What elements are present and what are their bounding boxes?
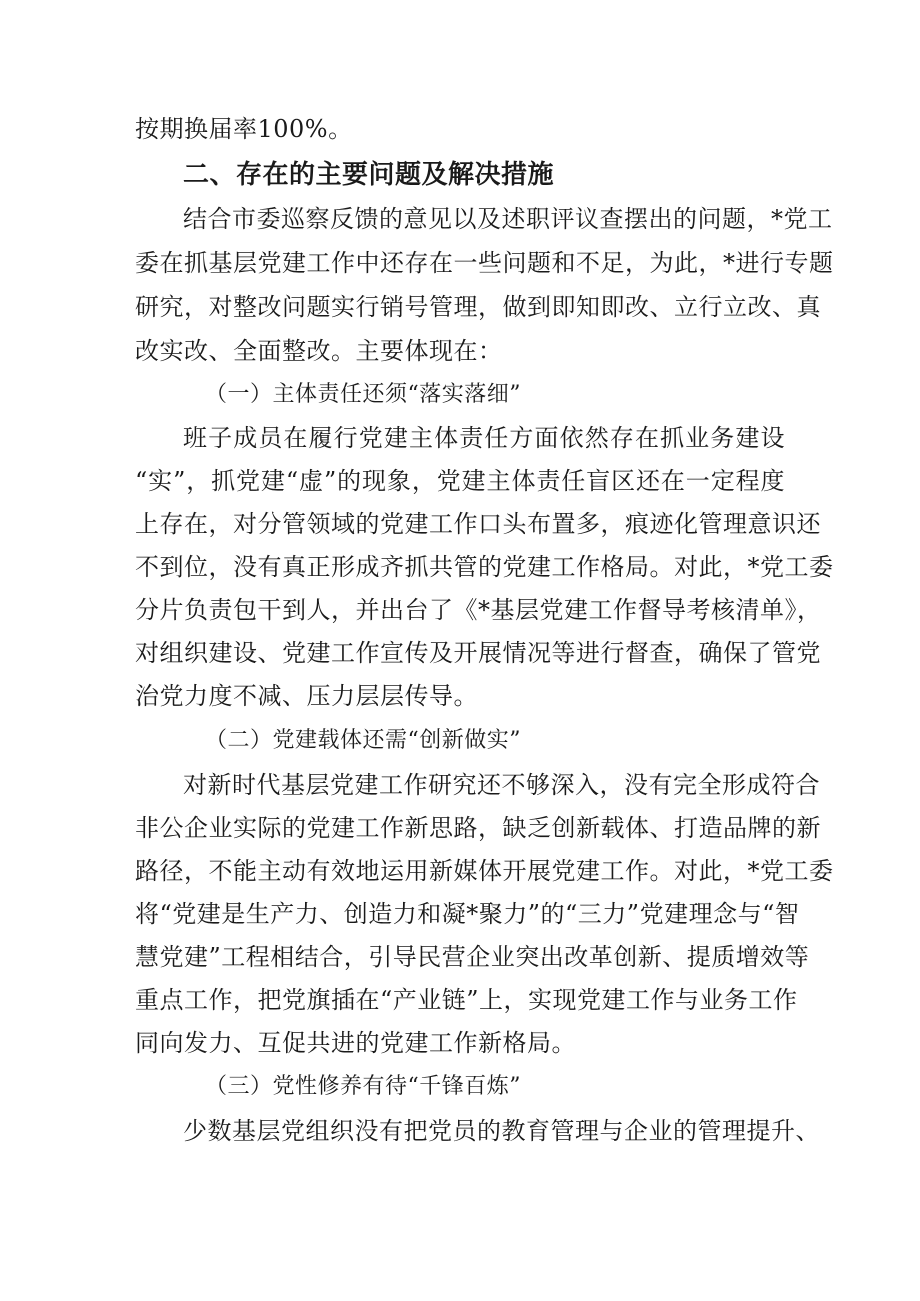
paragraph-line: 上存在，对分管领域的党建工作口头布置多，痕迹化管理意识还 [135, 510, 821, 538]
subsection-heading: （一）主体责任还须“落实落细” [205, 382, 521, 407]
paragraph-line: 同向发力、互促共进的党建工作新格局。 [135, 1029, 576, 1057]
section-heading: 二、存在的主要问题及解决措施 [183, 160, 555, 190]
paragraph-line: 委在抓基层党建工作中还存在一些问题和不足，为此，*进行专题 [135, 249, 834, 277]
paragraph-line: 重点工作，把党旗插在“产业链”上，实现党建工作与业务工作 [135, 986, 798, 1014]
paragraph-line: 改实改、全面整改。主要体现在： [135, 337, 503, 365]
paragraph-line: 结合市委巡察反馈的意见以及述职评议查摆出的问题，*党工 [183, 205, 833, 233]
paragraph-line: 分片负责包干到人，并出台了《*基层党建工作督导考核清单》， [135, 596, 822, 624]
subsection-heading: （三）党性修养有待“千锋百炼” [205, 1074, 521, 1099]
paragraph-line: 班子成员在履行党建主体责任方面依然存在抓业务建设 [183, 424, 785, 452]
subsection-heading: （二）党建载体还需“创新做实” [205, 728, 521, 753]
paragraph-line: 对新时代基层党建工作研究还不够深入，没有完全形成符合 [183, 771, 820, 799]
paragraph-line: 慧党建”工程相结合，引导民营企业突出改革创新、提质增效等 [135, 943, 810, 971]
paragraph-line: 对组织建设、党建工作宣传及开展情况等进行督查，确保了管党 [135, 639, 821, 667]
paragraph-line: “实”，抓党建“虚”的现象，党建主体责任盲区还在一定程度 [135, 467, 785, 495]
paragraph-line: 治党力度不减、压力层层传导。 [135, 682, 478, 710]
paragraph-line: 按期换届率100%。 [135, 115, 353, 143]
paragraph-line: 不到位，没有真正形成齐抓共管的党建工作格局。对此，*党工委 [135, 553, 834, 581]
paragraph-line: 路径，不能主动有效地运用新媒体开展党建工作。对此，*党工委 [135, 857, 834, 885]
paragraph-line: 研究，对整改问题实行销号管理，做到即知即改、立行立改、真 [135, 293, 821, 321]
paragraph-line: 将“党建是生产力、创造力和凝*聚力”的“三力”党建理念与“智 [135, 900, 800, 928]
paragraph-line: 少数基层党组织没有把党员的教育管理与企业的管理提升、 [183, 1117, 820, 1145]
paragraph-line: 非公企业实际的党建工作新思路，缺乏创新载体、打造品牌的新 [135, 814, 821, 842]
